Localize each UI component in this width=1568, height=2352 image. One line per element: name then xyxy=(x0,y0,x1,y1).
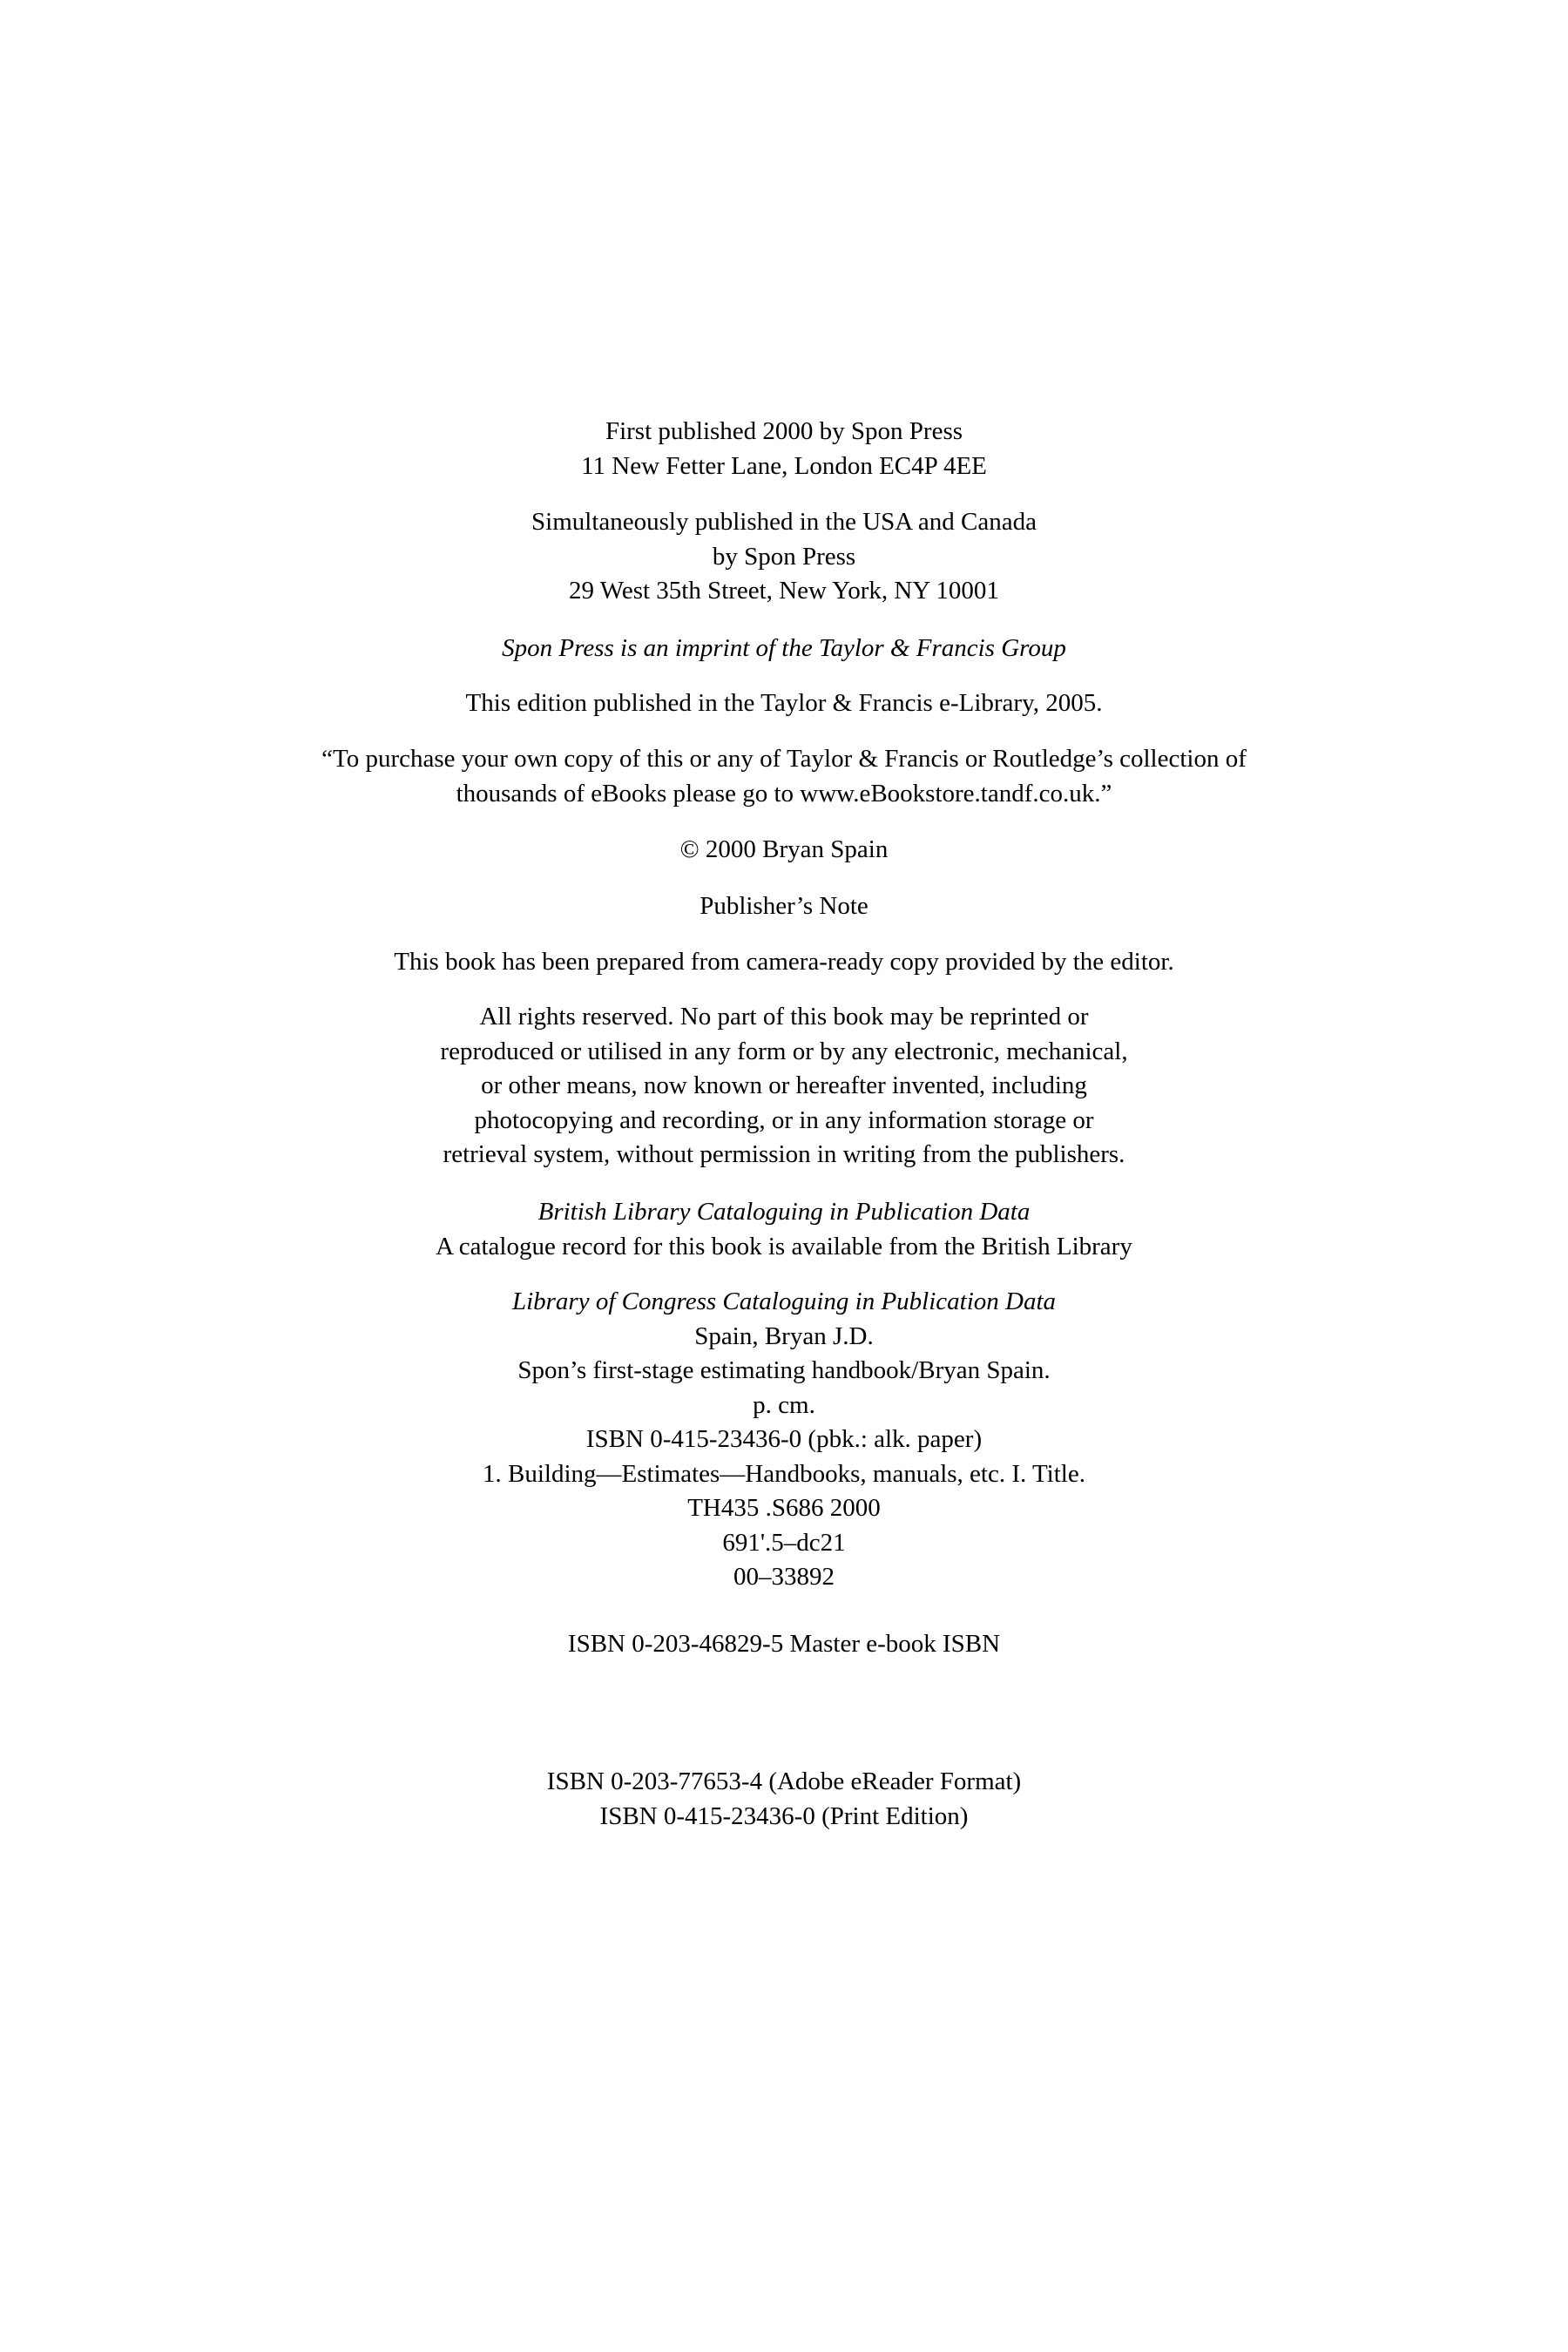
british-library-cip xyxy=(0,1195,1568,1264)
first-published-line: First published 2000 by Spon Press xyxy=(605,417,963,445)
purchase-note xyxy=(0,742,1568,811)
loc-call-number-line: TH435 .S686 2000 xyxy=(687,1494,881,1522)
master-isbn-line: ISBN 0-203-46829-5 Master e-book ISBN xyxy=(567,1630,1001,1658)
usa-canada-info xyxy=(0,505,1568,609)
imprint-line: Spon Press is an imprint of the Taylor & Francis Group xyxy=(502,634,1066,662)
publishers-note-text xyxy=(0,945,1568,980)
rights-line-2: reproduced or utilised in any form or by any electronic, mechanical, xyxy=(440,1037,1128,1065)
loc-control-number-line: 00–33892 xyxy=(733,1563,835,1591)
purchase-line-1: “To purchase your own copy of this or any of Taylor & Francis or Routledge’s collection of xyxy=(321,745,1247,773)
library-of-congress-cip xyxy=(0,1285,1568,1595)
publisher-address-line: 11 New Fetter Lane, London EC4P 4EE xyxy=(581,451,987,480)
us-address-line: 29 West 35th Street, New York, NY 10001 xyxy=(569,577,999,605)
edition-line: This edition published in the Taylor & Francis e-Library, 2005. xyxy=(465,689,1103,717)
rights-line-1: All rights reserved. No part of this book may be reprinted or xyxy=(479,1003,1089,1031)
master-isbn xyxy=(0,1627,1568,1662)
copyright-line: © 2000 Bryan Spain xyxy=(679,835,889,863)
imprint-statement xyxy=(0,632,1568,666)
loc-dewey-line: 691'.5–dc21 xyxy=(722,1528,846,1557)
us-publisher-line: by Spon Press xyxy=(712,542,856,571)
publishers-note-title: Publisher’s Note xyxy=(700,892,868,920)
loc-isbn-line: ISBN 0-415-23436-0 (pbk.: alk. paper) xyxy=(585,1425,983,1453)
simultaneous-publication-line: Simultaneously published in the USA and Canada xyxy=(531,508,1037,536)
rights-line-4: photocopying and recording, or in any information storage or xyxy=(474,1105,1094,1134)
purchase-line-2: thousands of eBooks please go to www.eBookstore.tandf.co.uk.” xyxy=(456,779,1112,808)
other-isbns xyxy=(0,1765,1568,1834)
british-library-heading: British Library Cataloguing in Publication Data xyxy=(537,1198,1031,1226)
publishers-note-heading xyxy=(0,889,1568,924)
copyright-notice xyxy=(0,833,1568,868)
loc-heading: Library of Congress Cataloguing in Publication Data xyxy=(511,1288,1057,1315)
loc-subject-line: 1. Building—Estimates—Handbooks, manuals, etc. I. Title. xyxy=(483,1459,1085,1488)
loc-author-line: Spain, Bryan J.D. xyxy=(694,1321,874,1350)
british-library-text: A catalogue record for this book is available from the British Library xyxy=(436,1232,1132,1260)
edition-statement xyxy=(0,686,1568,721)
rights-line-5: retrieval system, without permission in writing from the publishers. xyxy=(443,1140,1125,1168)
rights-statement xyxy=(0,1000,1568,1173)
loc-pages-line: p. cm. xyxy=(753,1390,815,1419)
print-isbn-line: ISBN 0-415-23436-0 (Print Edition) xyxy=(599,1801,969,1830)
rights-line-3: or other means, now known or hereafter invented, including xyxy=(481,1071,1087,1099)
loc-title-line: Spon’s first-stage estimating handbook/Bryan Spain. xyxy=(517,1356,1051,1384)
publishers-note-line: This book has been prepared from camera-ready copy provided by the editor. xyxy=(394,948,1174,976)
publication-info xyxy=(0,415,1568,483)
ereader-isbn-line: ISBN 0-203-77653-4 (Adobe eReader Format) xyxy=(546,1767,1022,1795)
